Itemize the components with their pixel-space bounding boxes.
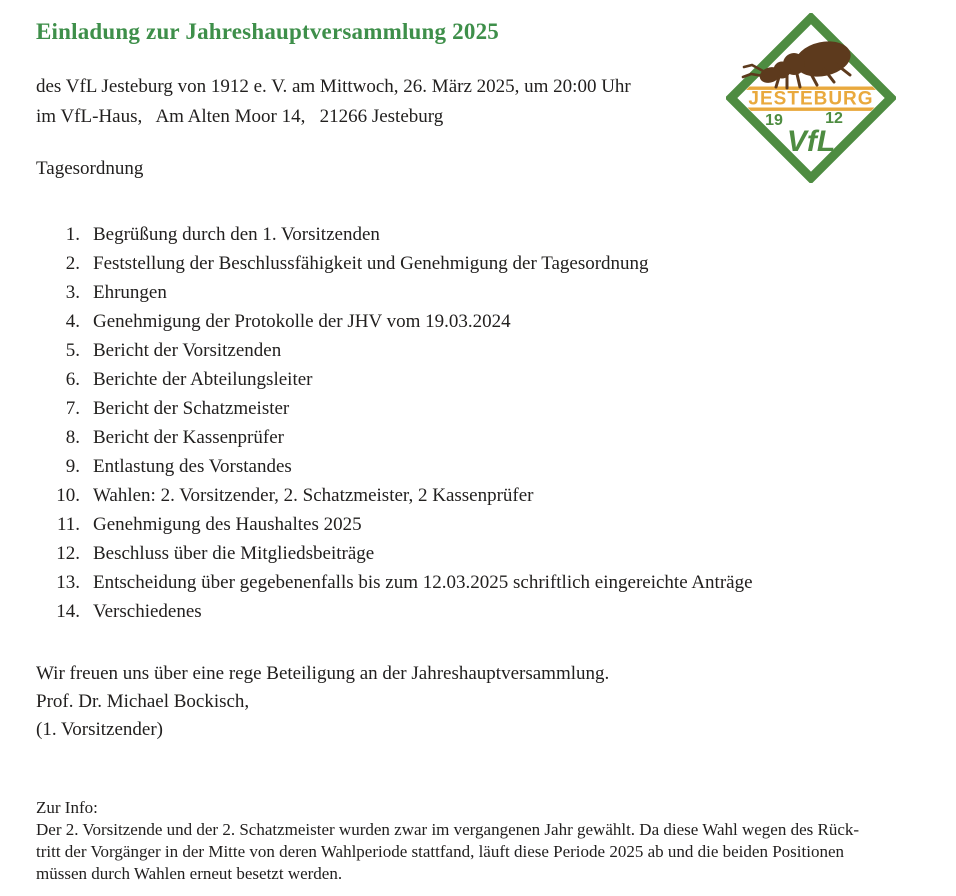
agenda-item-label: Entlastung des Vorstandes	[93, 456, 292, 477]
agenda-item	[36, 568, 920, 597]
agenda-item-number: 13.	[56, 572, 80, 593]
agenda-item	[36, 336, 920, 365]
intro-line-1: des VfL Jesteburg von 1912 e. V. am Mittwoch, 26. März 2025, um 20:00 Uhr	[36, 76, 631, 97]
logo-year-left: 19	[765, 112, 783, 129]
agenda-item-label: Genehmigung des Haushaltes 2025	[93, 514, 362, 535]
agenda-item-label: Entscheidung über gegebenenfalls bis zum 12.03.2025 schriftlich eingereichte Anträge	[93, 572, 753, 593]
agenda-item	[36, 365, 920, 394]
agenda-item-number: 12.	[56, 543, 80, 564]
agenda-item	[36, 510, 920, 539]
info-line: tritt der Vorgänger in der Mitte von deren Wahlperiode stattfand, läuft diese Periode 2025 ab und die beiden Positionen	[36, 842, 844, 861]
agenda-item	[36, 249, 920, 278]
agenda-item-label: Bericht der Vorsitzenden	[93, 340, 282, 361]
agenda-item-number: 3.	[65, 282, 80, 303]
agenda-item-number: 7.	[65, 398, 80, 419]
agenda-item-number: 14.	[56, 601, 80, 622]
info-line: Der 2. Vorsitzende und der 2. Schatzmeister wurden zwar im vergangenen Jahr gewählt. Da diese Wahl wegen des Rück-	[36, 820, 860, 839]
signature-role: (1. Vorsitzender)	[36, 719, 163, 740]
agenda-item	[36, 597, 920, 626]
agenda-item-label: Ehrungen	[93, 282, 167, 303]
intro-line-2: im VfL-Haus, Am Alten Moor 14, 21266 Jesteburg	[36, 106, 444, 127]
agenda-item-number: 5.	[65, 340, 80, 361]
agenda-item-number: 2.	[65, 253, 80, 274]
logo-club-name: JESTEBURG	[748, 88, 874, 110]
agenda-item-label: Beschluss über die Mitgliedsbeiträge	[93, 543, 375, 564]
vfl-jesteburg-logo	[726, 13, 896, 183]
signature-name: Prof. Dr. Michael Bockisch,	[36, 691, 250, 712]
closing-line-1: Wir freuen uns über eine rege Beteiligung an der Jahreshauptversammlung.	[36, 663, 610, 684]
agenda-item-number: 6.	[65, 369, 80, 390]
agenda-item-label: Wahlen: 2. Vorsitzender, 2. Schatzmeister, 2 Kassenprüfer	[93, 485, 534, 506]
info-heading: Zur Info:	[36, 798, 98, 817]
agenda-item	[36, 278, 920, 307]
closing-paragraph	[36, 660, 920, 744]
agenda-item-number: 1.	[65, 224, 80, 245]
page-title: Einladung zur Jahreshauptversammlung 2025	[36, 19, 499, 44]
agenda-item	[36, 307, 920, 336]
agenda-item-number: 9.	[65, 456, 80, 477]
agenda-item-label: Verschiedenes	[93, 601, 202, 622]
agenda-item	[36, 452, 920, 481]
logo-year-right: 12	[825, 110, 843, 127]
agenda-item	[36, 539, 920, 568]
agenda-item-number: 4.	[65, 311, 80, 332]
agenda-item-label: Bericht der Schatzmeister	[93, 398, 290, 419]
agenda-item-label: Berichte der Abteilungsleiter	[93, 369, 313, 390]
logo-initials: VfL	[786, 125, 836, 158]
agenda-item	[36, 394, 920, 423]
agenda-item-number: 11.	[56, 514, 80, 535]
info-text	[36, 819, 920, 885]
agenda-heading: Tagesordnung	[36, 158, 144, 179]
agenda-item-number: 10.	[56, 485, 80, 506]
agenda-item-label: Begrüßung durch den 1. Vorsitzenden	[93, 224, 380, 245]
agenda-item-label: Bericht der Kassenprüfer	[93, 427, 284, 448]
agenda-item	[36, 481, 920, 510]
agenda-item-label: Feststellung der Beschlussfähigkeit und Genehmigung der Tagesordnung	[93, 253, 649, 274]
info-note	[36, 797, 920, 885]
agenda-item-label: Genehmigung der Protokolle der JHV vom 19.03.2024	[93, 311, 511, 332]
info-line: müssen durch Wahlen erneut besetzt werden.	[36, 864, 343, 883]
agenda-item-number: 8.	[65, 427, 80, 448]
agenda-item	[36, 220, 920, 249]
agenda-item	[36, 423, 920, 452]
agenda-list	[36, 220, 920, 626]
